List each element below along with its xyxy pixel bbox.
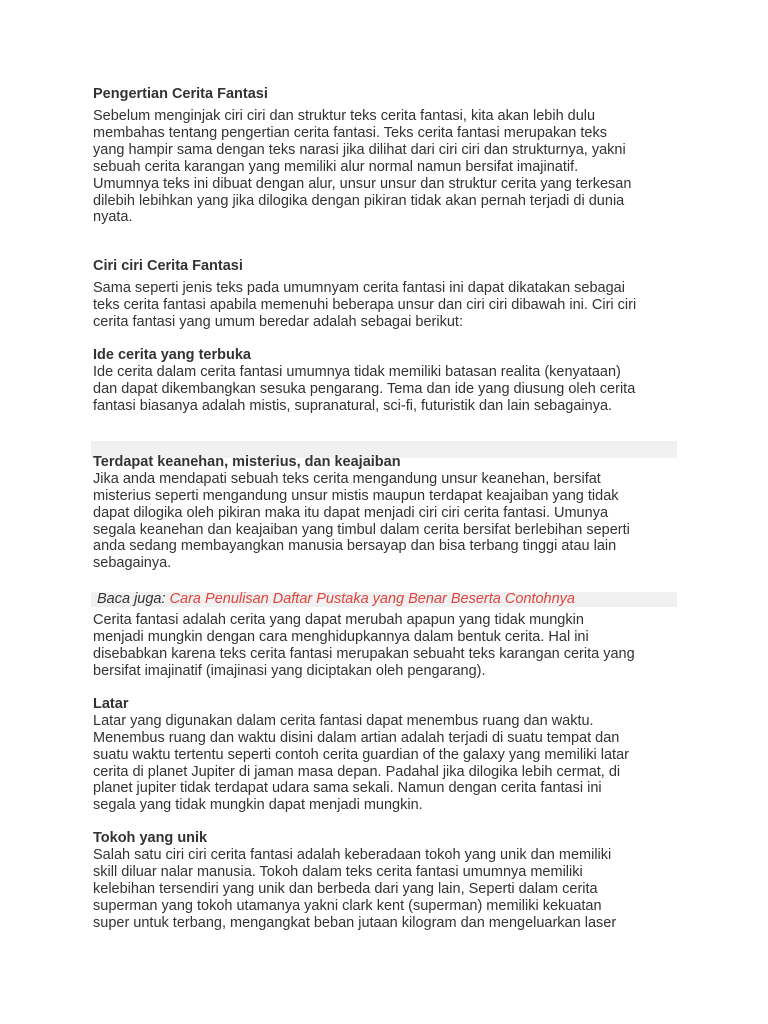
section-title: Latar bbox=[93, 695, 129, 712]
text-line: super untuk terbang, mengangkat beban jutaan kilogram dan mengeluarkan laser bbox=[93, 914, 617, 931]
text-line: suatu waktu tertentu seperti contoh cerita guardian of the galaxy yang memiliki latar bbox=[93, 746, 629, 763]
text-line: Menembus ruang dan waktu disini dalam artian adalah terjadi di suatu tempat dan bbox=[93, 729, 620, 746]
section-pengertian bbox=[93, 86, 683, 226]
section-tokoh bbox=[93, 830, 683, 932]
text-line: yang hampir sama dengan teks narasi jika dilihat dari ciri ciri dan strukturnya, yakni bbox=[93, 141, 626, 158]
section-ide bbox=[93, 347, 683, 415]
section-latar bbox=[93, 696, 683, 814]
section-title: Ide cerita yang terbuka bbox=[93, 347, 251, 364]
text-line: misterius seperti mengandung unsur mistis maupun terdapat keajaiban yang tidak bbox=[93, 487, 619, 504]
text-line: cerita fantasi yang umum beredar adalah sebagai berikut: bbox=[93, 314, 463, 331]
text-line: sebagainya. bbox=[93, 555, 172, 572]
text-line: disebabkan karena teks cerita fantasi merupakan sebuaht teks karangan cerita yang bbox=[93, 646, 635, 663]
section-ciri bbox=[93, 258, 683, 331]
text-line: fantasi biasanya adalah mistis, supranatural, sci-fi, futuristik dan lain sebagainya. bbox=[93, 397, 613, 414]
text-line: nyata. bbox=[93, 209, 133, 226]
text-line: skill diluar nalar manusia. Tokoh dalam teks cerita fantasi umumnya memiliki bbox=[93, 864, 583, 881]
text-line: kelebihan tersendiri yang unik dan berbeda dari yang lain, Seperti dalam cerita bbox=[93, 881, 598, 898]
text-line: teks cerita fantasi apabila memenuhi beberapa unsur dan ciri ciri dibawah ini. Ciri ciri bbox=[93, 297, 637, 314]
section-keanehan bbox=[93, 454, 683, 572]
text-line: Jika anda mendapati sebuah teks cerita mengandung unsur keanehan, bersifat bbox=[93, 470, 601, 487]
text-line: planet jupiter tidak terdapat udara sama sekali. Namun dengan cerita fantasi ini bbox=[93, 780, 602, 797]
section-title: Ciri ciri Cerita Fantasi bbox=[93, 258, 243, 275]
text-line: dilebih lebihkan yang jika dilogika dengan pikiran tidak akan pernah terjadi di dunia bbox=[93, 192, 625, 209]
baca-juga-label: Baca juga: bbox=[97, 591, 166, 607]
baca-juga bbox=[97, 591, 575, 607]
text-line: menjadi mungkin dengan cara menghidupkannya dalam bentuk cerita. Hal ini bbox=[93, 629, 589, 646]
section-title: Terdapat keanehan, misterius, dan keajaiban bbox=[93, 453, 401, 470]
section-keanehan-continued bbox=[93, 612, 683, 680]
text-line: segala yang tidak mungkin dapat menjadi mungkin. bbox=[93, 797, 423, 814]
text-line: Salah satu ciri ciri cerita fantasi adalah keberadaan tokoh yang unik dan memiliki bbox=[93, 847, 612, 864]
text-line: dan dapat dikembangkan sesuka pengarang. Tema dan ide yang diusung oleh cerita bbox=[93, 380, 636, 397]
text-line: Latar yang digunakan dalam cerita fantasi dapat menembus ruang dan waktu. bbox=[93, 712, 594, 729]
section-title: Tokoh yang unik bbox=[93, 830, 208, 847]
text-line: Sama seperti jenis teks pada umumnyam cerita fantasi ini dapat dikatakan sebagai bbox=[93, 280, 625, 297]
text-line: membahas tentang pengertian cerita fantasi. Teks cerita fantasi merupakan teks bbox=[93, 124, 607, 141]
text-line: Cerita fantasi adalah cerita yang dapat merubah apapun yang tidak mungkin bbox=[93, 612, 584, 629]
text-line: segala keanehan dan keajaiban yang timbul dalam cerita bersifat berlebihan seperti bbox=[93, 521, 630, 538]
text-line: Sebelum menginjak ciri ciri dan struktur teks cerita fantasi, kita akan lebih dulu bbox=[93, 108, 596, 124]
text-line: superman yang tokoh utamanya yakni clark kent (superman) memiliki kekuatan bbox=[93, 898, 602, 914]
text-line: cerita di planet Jupiter di jaman masa depan. Padahal jika dilogika lebih cermat, di bbox=[93, 763, 621, 780]
text-line: sebuah cerita karangan yang memiliki alur normal namun bersifat imajinatif. bbox=[93, 158, 579, 175]
text-line: anda sedang membayangkan manusia bersayap dan bisa terbang tinggi atau lain bbox=[93, 538, 617, 555]
section-title: Pengertian Cerita Fantasi bbox=[93, 86, 268, 102]
text-line: Umumnya teks ini dibuat dengan alur, unsur unsur dan struktur cerita yang terkesan bbox=[93, 175, 632, 192]
text-line: dapat dilogika oleh pikiran maka itu dapat menjadi ciri ciri cerita fantasi. Umunya bbox=[93, 504, 609, 521]
text-line: Ide cerita dalam cerita fantasi umumnya tidak memiliki batasan realita (kenyataan) bbox=[93, 364, 621, 381]
baca-juga-link[interactable]: Cara Penulisan Daftar Pustaka yang Benar Beserta Contohnya bbox=[169, 591, 575, 607]
text-line: bersifat imajinatif (imajinasi yang diciptakan oleh pengarang). bbox=[93, 662, 486, 679]
document-body bbox=[93, 86, 683, 932]
